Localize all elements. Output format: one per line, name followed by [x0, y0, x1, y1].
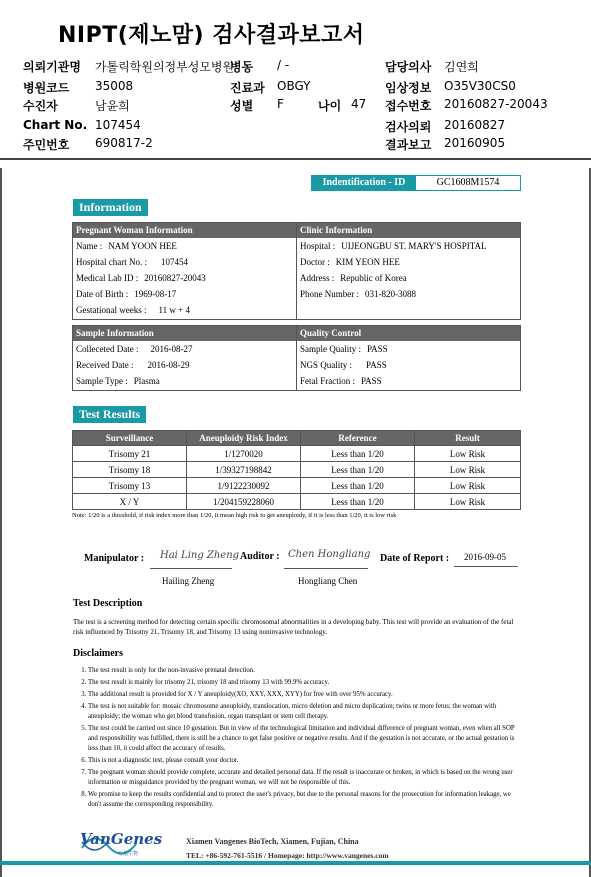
cell-result: Low Risk [415, 446, 521, 462]
logo-subtext: 万基生物 [118, 851, 139, 857]
req-org-label: 의뢰기관명 [23, 60, 81, 74]
ward-value: / - [277, 58, 290, 72]
footer-company: Xiamen Vangenes BioTech, Xiamen, Fujian, China [186, 837, 359, 846]
age-value: 47 [351, 97, 367, 111]
auditor-name: Hongliang Chen [298, 576, 358, 586]
identification-label: Indentification - ID [312, 176, 416, 190]
disclaimer-item: 2. The test result is mainly for trisomy 21, trisomy 18 and trisomy 13 with 99.9% accuracy. [88, 678, 521, 688]
report-date-value-en: 2016-09-05 [464, 552, 506, 562]
col-risk-index: Aneuploidy Risk Index [187, 431, 301, 446]
cell-surveillance: Trisomy 18 [73, 462, 187, 478]
disclaimer-item: 4. The test is not suitable for: mosaic chromosome aneuploidy, translocation, micro deletion and micro duplication; twins or more fetus; the woman with aneuploidy; the woman who get blood transfusion, organ transplant or stem cell therapy. [88, 702, 521, 722]
auditor-signature [284, 542, 371, 569]
quality-control-box [296, 325, 521, 391]
hospital-chart-row: Hospital chart No. : 107454 [76, 257, 188, 267]
cell-surveillance: Trisomy 13 [73, 478, 187, 494]
sample-info-box [72, 325, 297, 391]
sample-quality-row: Sample Quality : PASS [300, 344, 388, 354]
phone-row: Phone Number : 031-820-3088 [300, 289, 416, 299]
threshold-note: Note: 1/20 is a threshold, if risk index more than 1/20, it mean high risk to get aneuploidy, if it is less than 1/20, it is low risk [72, 512, 397, 519]
hospital-row: Hospital : UIJEONGBU ST. MARY'S HOSPITAL [300, 241, 487, 251]
ward-label: 병동 [230, 60, 254, 74]
test-description-text: The test is a screening method for detecting certain specific chromosomal abnormalities in a developing baby. This test will provide an evaluation of the fetal risk influenced by Trisomy 21, Trisomy 18, and Trisomy 13 using noninvasive technology. [73, 618, 514, 636]
dob-row: Date of Birth : 1969-08-17 [76, 289, 177, 299]
header-divider [0, 158, 591, 160]
received-date-row: Received Date : 2016-08-29 [76, 360, 190, 370]
name-row: Name : NAM YOON HEE [76, 241, 177, 251]
results-header-row [73, 431, 521, 446]
identification-box [311, 175, 521, 191]
test-results-tag: Test Results [73, 406, 146, 423]
footer-bar [0, 861, 591, 865]
cell-result: Low Risk [415, 478, 521, 494]
disclaimers-list [74, 666, 521, 812]
logo-text: VanGenes [80, 830, 163, 848]
address-row: Address : Republic of Korea [300, 273, 407, 283]
table-row [73, 462, 521, 478]
vangenes-logo [78, 828, 168, 862]
collected-date-row: Colleceted Date : 2016-08-27 [76, 344, 193, 354]
sample-type-row: Sample Type : Plasma [76, 376, 160, 386]
report-date-label-en: Date of Report : [380, 553, 450, 564]
cell-surveillance: Trisomy 21 [73, 446, 187, 462]
chart-label: Chart No. [23, 118, 88, 132]
pregnant-info-title: Pregnant Woman Information [73, 223, 296, 238]
report-title: NIPT(제노맘) 검사결과보고서 [58, 23, 365, 48]
disclaimer-item: 8. We promise to keep the results confidential and to protect the user's privacy, but due to the personal reasons for the prosecution for information leakage, we don't assume the corresponding responsibility. [88, 790, 521, 810]
manipulator-signature [150, 544, 240, 569]
clinical-value: O35V30CS0 [444, 79, 516, 93]
disclaimers-title: Disclaimers [73, 648, 123, 659]
doctor-row: Doctor : KIM YEON HEE [300, 257, 400, 267]
cell-result: Low Risk [415, 494, 521, 510]
footer-contact: TEL: +86-592-761-5516 / Homepage: http://www.vangenes.com [186, 851, 389, 860]
receipt-label: 접수번호 [385, 99, 432, 113]
cell-surveillance: X / Y [73, 494, 187, 510]
id-label: 주민번호 [23, 138, 70, 152]
manipulator-label: Manipulator : [84, 553, 145, 564]
doctor-label: 담당의사 [385, 60, 432, 74]
results-table [72, 430, 521, 510]
cell-reference: Less than 1/20 [301, 446, 415, 462]
table-row [73, 478, 521, 494]
patient-value: 남윤희 [95, 99, 130, 113]
dept-value: OBGY [277, 79, 311, 93]
gestational-row: Gestational weeks : 11 w + 4 [76, 305, 190, 315]
clinic-info-box [296, 222, 521, 320]
chart-value: 107454 [95, 118, 141, 132]
report-date-value: 20160905 [444, 136, 506, 150]
fetal-fraction-row: Fetal Fraction : PASS [300, 376, 382, 386]
req-date-value: 20160827 [444, 118, 506, 132]
sex-label: 성별 [230, 99, 254, 113]
dept-label: 진료과 [230, 81, 265, 95]
sample-info-title: Sample Information [73, 326, 296, 341]
test-description-title: Test Description [73, 598, 143, 609]
disclaimer-item: 7. The pregnant woman should provide complete, accurate and detailed personal data. If the result is inaccurate or broken, in which is based on the wrong user information or misguidance provided by the pregnant woman, we will not be responsible of this. [88, 768, 521, 788]
ngs-quality-row: NGS Quality : PASS [300, 360, 387, 370]
disclaimer-item: 3. The additional result is provided for X / Y aneuploidy(XO, XXY, XXX, XYY) for free with over 95% accuracy. [88, 690, 521, 700]
col-surveillance: Surveillance [73, 431, 187, 446]
cell-risk-index: 1/9122230092 [187, 478, 301, 494]
manipulator-name: Hailing Zheng [162, 576, 215, 586]
auditor-sig-text: Chen Hongliang [288, 549, 371, 560]
table-row [73, 446, 521, 462]
sex-value: F [277, 97, 284, 111]
cell-risk-index: 1/1270020 [187, 446, 301, 462]
clinical-label: 임상정보 [385, 81, 432, 95]
hosp-code-value: 35008 [95, 79, 134, 93]
quality-control-title: Quality Control [297, 326, 520, 341]
cell-risk-index: 1/39327198842 [187, 462, 301, 478]
receipt-value: 20160827-20043 [444, 97, 548, 111]
information-tag: Information [73, 199, 148, 216]
manipulator-sig-text: Hai Ling Zheng [160, 550, 240, 561]
table-row [73, 494, 521, 510]
req-date-label: 검사의뢰 [385, 120, 432, 134]
cell-reference: Less than 1/20 [301, 478, 415, 494]
auditor-label: Auditor : [240, 551, 280, 562]
clinic-info-title: Clinic Information [297, 223, 520, 238]
id-value: 690817-2 [95, 136, 153, 150]
disclaimer-item: 1. The test result is only for the non-invasive prenatal detection. [88, 666, 521, 676]
cell-risk-index: 1/204159228060 [187, 494, 301, 510]
disclaimer-item: 5. The test could be carried out since 10 gestation. But in view of the technological limitation and individual difference of pregnant woman, even when all SOP and responsibility was fulfilled, there is still be a chance to get false positive or negative results. And if the gestation is not accurate, or the actual gestation is less than 10, it could affect the accuracy of results. [88, 724, 521, 754]
disclaimer-item: 6. This is not a diagnostic test, please consult your doctor. [88, 756, 521, 766]
hosp-code-label: 병원코드 [23, 81, 70, 95]
pregnant-info-box [72, 222, 297, 320]
cell-reference: Less than 1/20 [301, 462, 415, 478]
cell-reference: Less than 1/20 [301, 494, 415, 510]
age-label: 나이 [318, 99, 342, 113]
col-reference: Reference [301, 431, 415, 446]
report-date-label: 결과보고 [385, 138, 432, 152]
col-result: Result [415, 431, 521, 446]
report-date-line [454, 550, 518, 567]
patient-label: 수진자 [23, 99, 58, 113]
req-org-value: 가톨릭학원의정부성모병원 [95, 60, 235, 74]
lab-id-row: Medical Lab ID : 20160827-20043 [76, 273, 206, 283]
cell-result: Low Risk [415, 462, 521, 478]
identification-value: GC1608M1574 [436, 177, 500, 188]
doctor-value: 김연희 [444, 60, 479, 74]
